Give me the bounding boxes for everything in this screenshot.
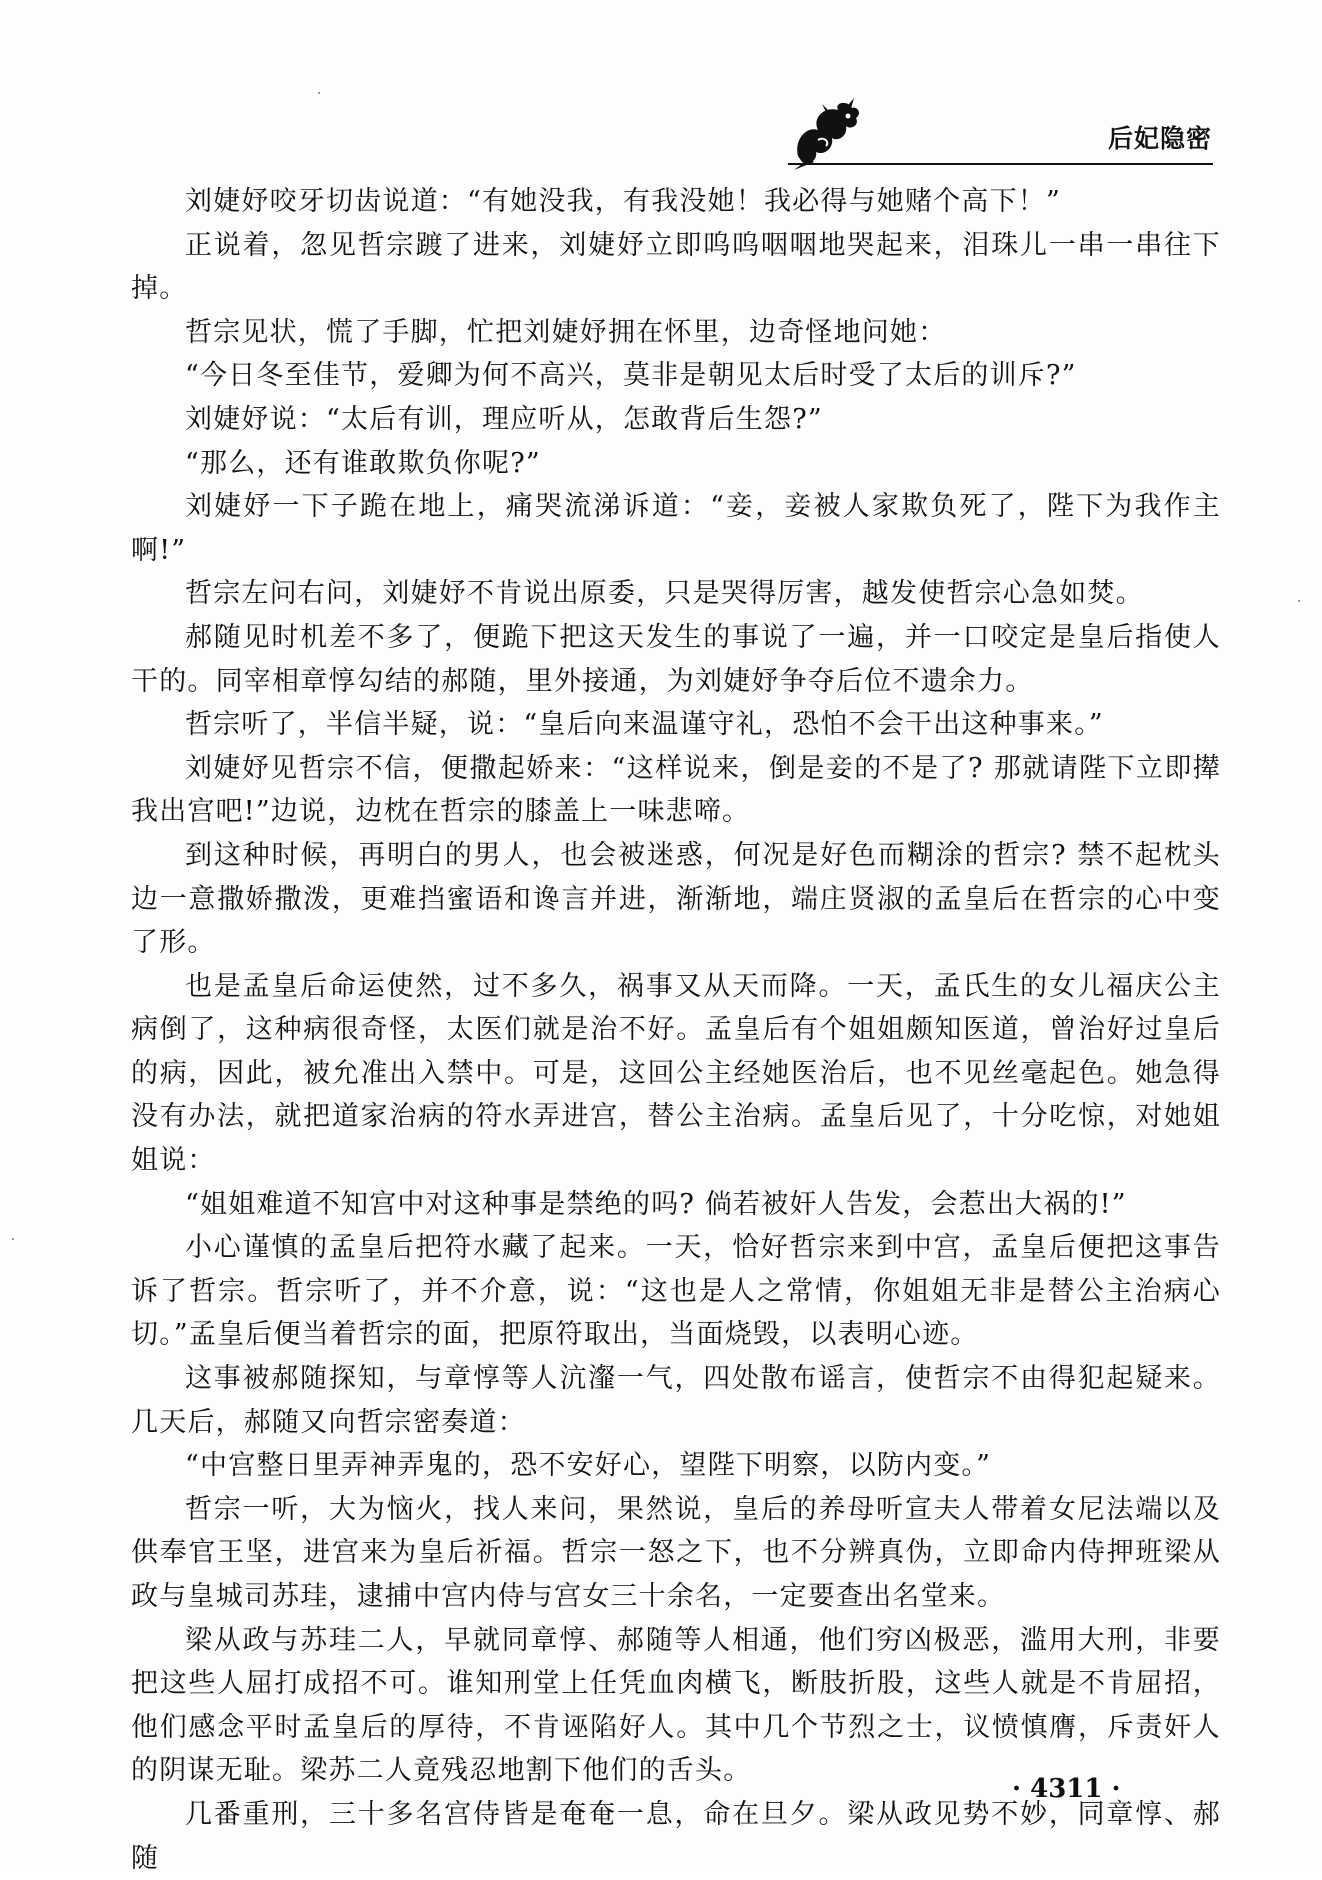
header-rule	[788, 163, 1213, 165]
paragraph: 正说着，忽见哲宗踱了进来，刘婕妤立即呜呜咽咽地哭起来，泪珠儿一串一串往下掉。	[131, 229, 1221, 305]
scan-speck	[318, 92, 320, 94]
body-text	[131, 180, 1221, 1880]
scan-speck	[12, 1238, 14, 1240]
paragraph: 梁从政与苏珪二人，早就同章惇、郝随等人相通，他们穷凶极恶，滥用大刑，非要把这些人屈打成招不可。谁知刑堂上任凭血肉横飞，断肢折股，这些人就是不肯屈招，他们感念平时孟皇后的厚待，不肯诬陷好人。其中几个节烈之士，议愤慎膺，斥责奸人的阴谋无耻。梁苏二人竟残忍地割下他们的舌头。	[131, 1624, 1221, 1787]
paragraph: 刘婕妤见哲宗不信，便撒起娇来：“这样说来，倒是妾的不是了? 那就请陛下立即撵我出宫吧!”边说，边枕在哲宗的膝盖上一味悲啼。	[131, 752, 1221, 828]
paragraph: 这事被郝随探知，与章惇等人沆瀣一气，四处散布谣言，使哲宗不由得犯起疑来。几天后，郝随又向哲宗密奏道：	[131, 1363, 1221, 1438]
paragraph: 哲宗一听，大为恼火，找人来问，果然说，皇后的养母听宣夫人带着女尼法端以及供奉官王坚，进宫来为皇后祈福。哲宗一怒之下，也不分辨真伪，立即命内侍押班梁从政与皇城司苏珪，逮捕中宫内侍与宫女三十余名，一定要查出名堂来。	[131, 1493, 1221, 1612]
paragraph: “今日冬至佳节，爱卿为何不高兴，莫非是朝见太后时受了太后的训斥?”	[185, 360, 1077, 392]
scan-speck	[1298, 600, 1300, 602]
paragraph: 几番重刑，三十多名宫侍皆是奄奄一息，命在旦夕。梁从政见势不妙，同章惇、郝随	[131, 1798, 1221, 1874]
paragraph: 也是孟皇后命运使然，过不多久，祸事又从天而降。一天，孟氏生的女儿福庆公主病倒了，这种病很奇怪，太医们就是治不好。孟皇后有个姐姐颇知医道，曾治好过皇后的病，因此，被允准出入禁中。可是，这回公主经她医治后，也不见丝毫起色。她急得没有办法，就把道家治病的符水弄进宫，替公主治病。孟皇后见了，十分吃惊，对她姐姐说：	[131, 970, 1221, 1177]
paragraph: 郝随见时机差不多了，便跪下把这天发生的事说了一遍，并一口咬定是皇后指使人干的。同宰相章惇勾结的郝随，里外接通，为刘婕妤争夺后位不遗余力。	[131, 621, 1221, 697]
paragraph: 小心谨慎的孟皇后把符水藏了起来。一天，恰好哲宗来到中宫，孟皇后便把这事告诉了哲宗。哲宗听了，并不介意，说：“这也是人之常情，你姐姐无非是替公主治病心切。”孟皇后便当着哲宗的面，把原符取出，当面烧毁，以表明心迹。	[131, 1232, 1221, 1351]
paragraph: 哲宗见状，慌了手脚，忙把刘婕妤拥在怀里，边奇怪地问她：	[185, 316, 947, 348]
paragraph: 哲宗听了，半信半疑，说：“皇后向来温谨守礼，恐怕不会干出这种事来。”	[185, 709, 1104, 741]
paragraph: “那么，还有谁敢欺负你呢?”	[185, 447, 541, 479]
paragraph: “姐姐难道不知宫中对这种事是禁绝的吗? 倘若被奸人告发，会惹出大祸的!”	[185, 1188, 1127, 1220]
paragraph: 刘婕妤说：“太后有训，理应听从，怎敢背后生怨?”	[185, 403, 823, 435]
paragraph: 哲宗左问右问，刘婕妤不肯说出原委，只是哭得厉害，越发使哲宗心急如焚。	[185, 578, 1144, 610]
paragraph: “中宫整日里弄神弄鬼的，恐不安好心，望陛下明察，以防内变。”	[185, 1450, 992, 1482]
paragraph: 刘婕妤一下子跪在地上，痛哭流涕诉道：“妾，妾被人家欺负死了，陛下为我作主啊!”	[131, 491, 1221, 566]
paragraph: 刘婕妤咬牙切齿说道：“有她没我，有我没她！我必得与她赌个高下！”	[185, 186, 1062, 217]
paragraph: 到这种时候，再明白的男人，也会被迷惑，何况是好色而糊涂的哲宗? 禁不起枕头边一意撒娇撒泼，更难挡蜜语和谗言并进，渐渐地，端庄贤淑的孟皇后在哲宗的心中变了形。	[131, 839, 1221, 959]
running-header-title: 后妃隐密	[1107, 124, 1212, 153]
dragon-emblem-icon	[788, 96, 866, 172]
page-number: · 4311 ·	[1012, 1774, 1121, 1804]
